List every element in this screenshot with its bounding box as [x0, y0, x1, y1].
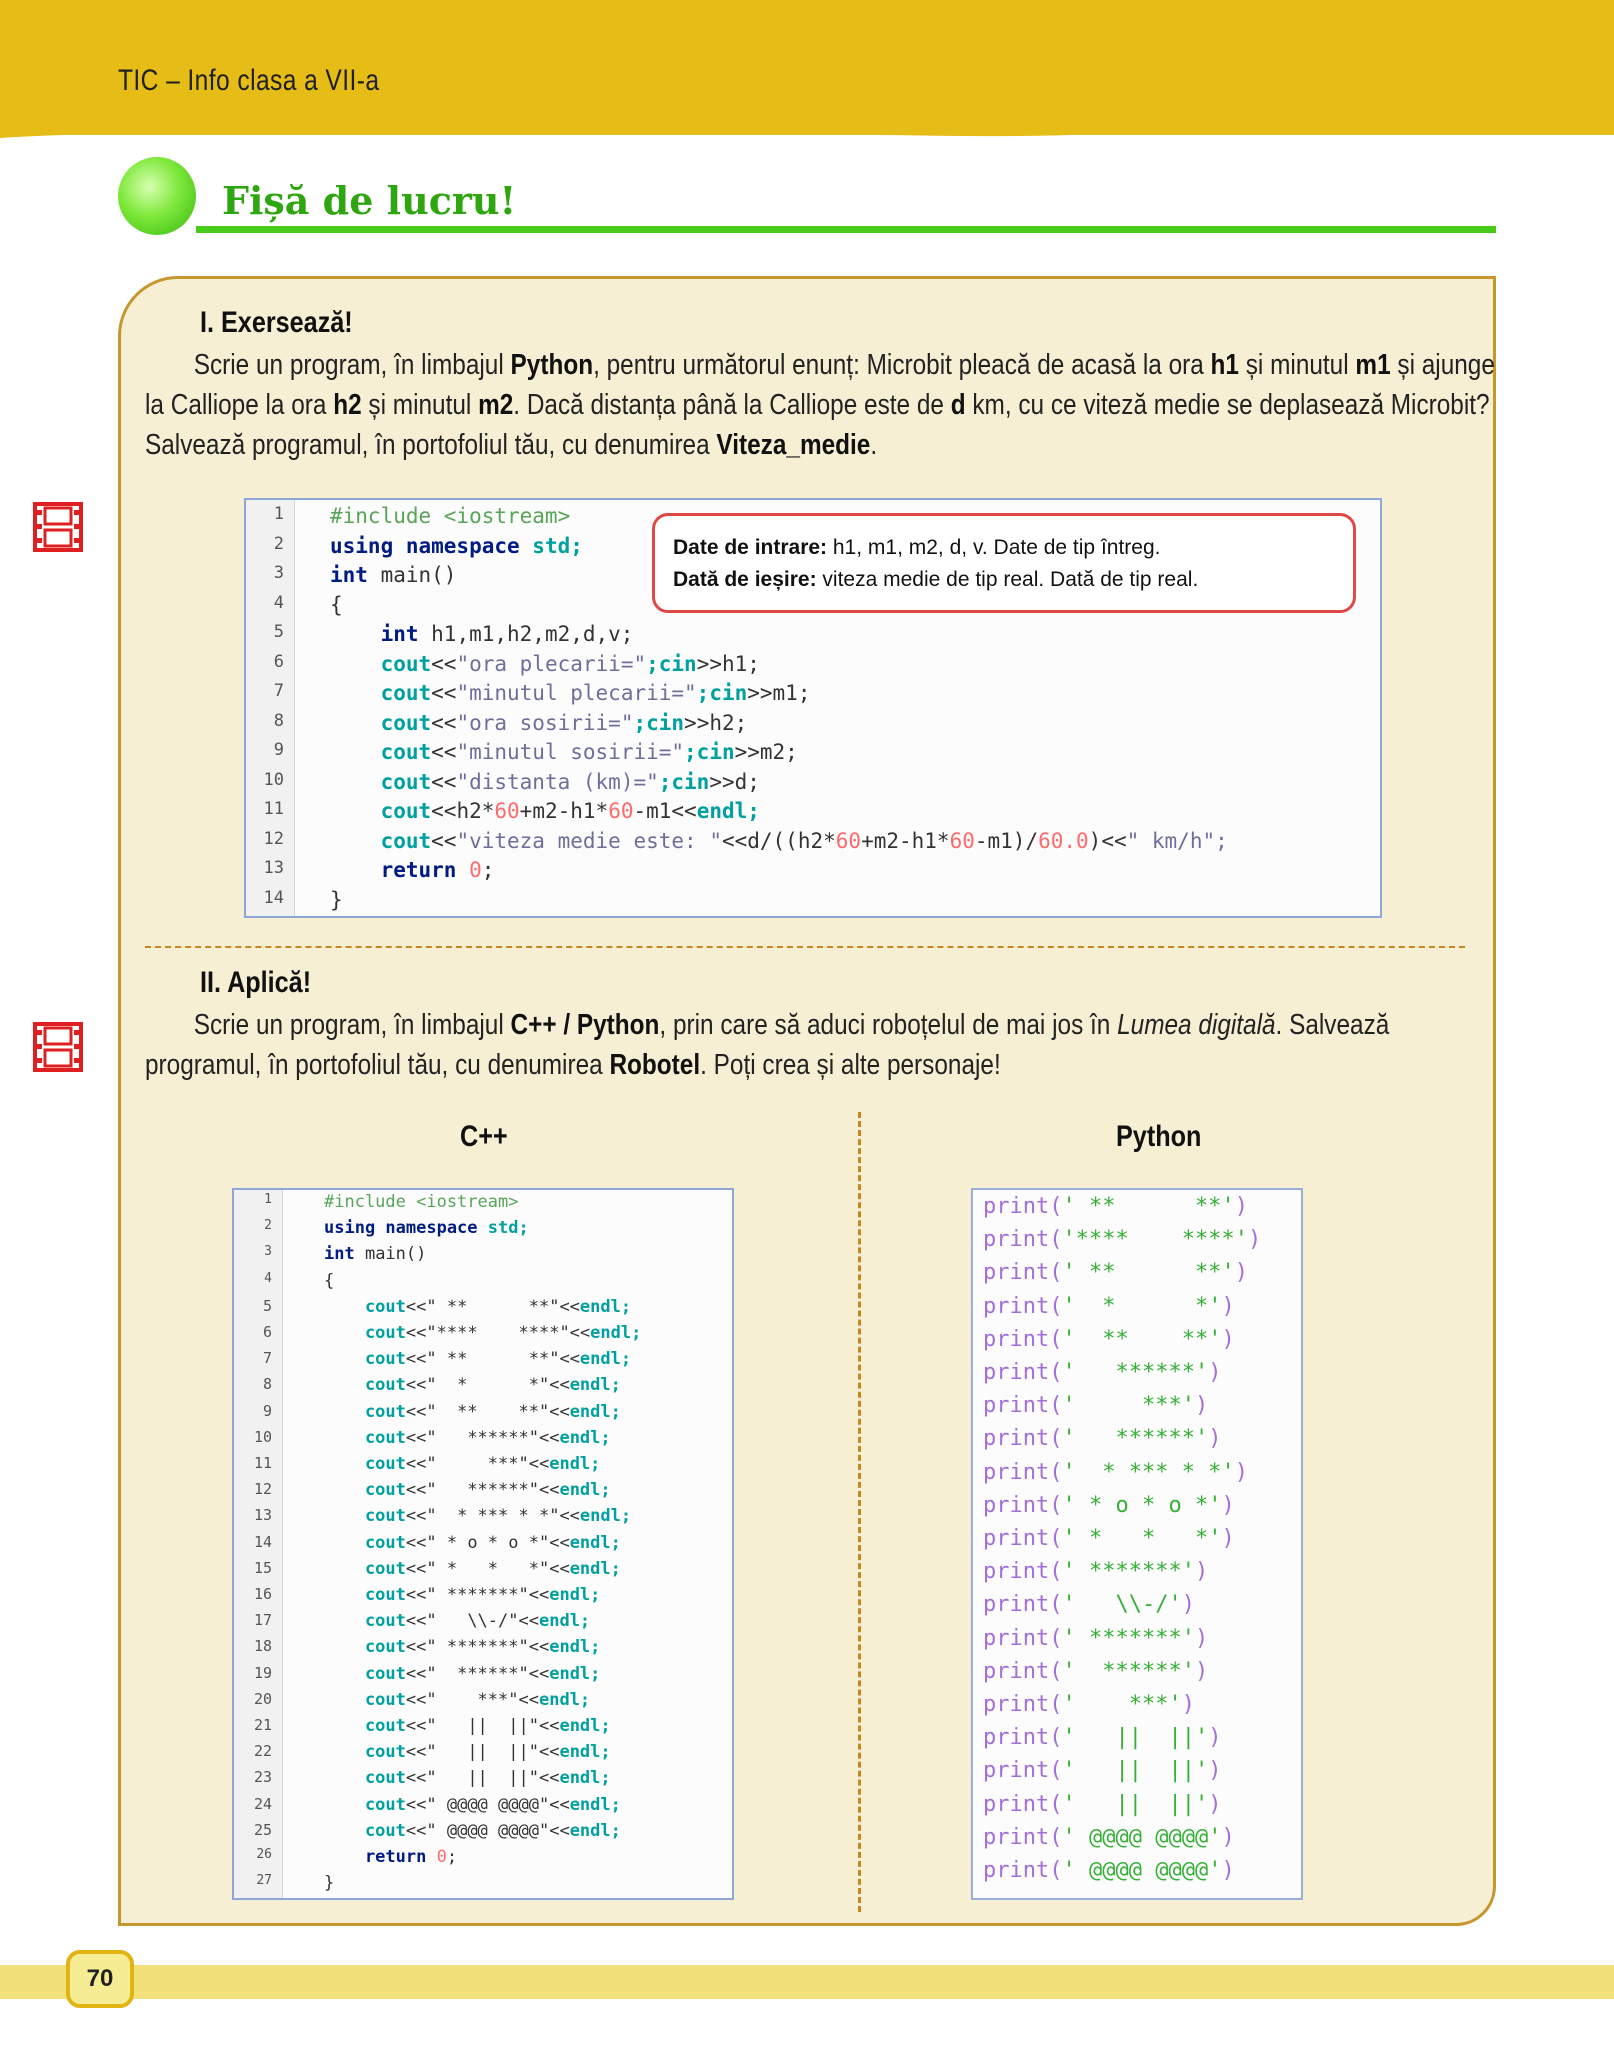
worksheet-title: Fișă de lucru! [222, 178, 517, 223]
code-line: cout<<" *******"<<endl; [324, 1585, 601, 1605]
line-number: 14 [253, 1532, 272, 1551]
line-number: 1 [264, 1192, 272, 1207]
line-number: 17 [253, 1611, 272, 1630]
code-line: cout<<" * *"<<endl; [324, 1375, 621, 1396]
code-line: print(' || ||') [983, 1758, 1222, 1784]
line-number: 6 [262, 1323, 272, 1341]
code-line: cout<<"minutul plecarii=";cin>>m1; [330, 681, 811, 705]
code-line: cout<<"distanta (km)=";cin>>d; [330, 769, 760, 794]
line-number: 1 [273, 504, 284, 524]
code-line: int main() [324, 1244, 427, 1265]
line-number: 10 [253, 1427, 272, 1446]
film-icon [33, 502, 83, 552]
line-number: 27 [256, 1873, 272, 1889]
code-line: print(' @@@@ @@@@') [983, 1824, 1235, 1850]
cpp-column-label: C++ [460, 1120, 508, 1153]
code-line: cout<<" * o * o *"<<endl; [324, 1532, 621, 1553]
line-number: 8 [262, 1375, 272, 1394]
code-line: print(' \\-/') [983, 1592, 1195, 1618]
code-line: print(' ******') [983, 1360, 1222, 1385]
section2-heading: II. Aplică! [200, 966, 312, 999]
page-number: 70 [66, 1950, 134, 2008]
line-number: 9 [273, 740, 284, 760]
line-number: 4 [273, 592, 284, 613]
code-line: #include <iostream> [324, 1192, 519, 1212]
code-line: cout<<" ***"<<endl; [324, 1689, 591, 1710]
line-number: 3 [273, 563, 284, 583]
code-line: cout<<" || ||"<<endl; [324, 1768, 611, 1789]
code-line: print(' * * *') [983, 1526, 1235, 1551]
cpp-robot-code-listing [232, 1188, 734, 1900]
code-line: print(' ** **') [983, 1260, 1248, 1286]
code-line: cout<<" ** **"<<endl; [324, 1401, 621, 1422]
code-line: print(' *******') [983, 1559, 1209, 1585]
line-number: 4 [264, 1270, 272, 1286]
line-number: 15 [253, 1558, 272, 1577]
line-number: 22 [253, 1742, 272, 1761]
line-number: 11 [253, 1454, 272, 1472]
code-line: print(' ***') [983, 1692, 1195, 1717]
section1-heading: I. Exersează! [200, 306, 353, 339]
line-number: 5 [273, 622, 284, 642]
line-number: 8 [273, 710, 284, 731]
code-line: cout<<" @@@@ @@@@"<<endl; [324, 1794, 621, 1815]
code-line: cout<<" || ||"<<endl; [324, 1716, 611, 1736]
code-line: cout<<"ora sosirii=";cin>>h2; [330, 710, 748, 735]
code-line: cout<<" * * *"<<endl; [324, 1558, 621, 1579]
code-line: cout<<" ******"<<endl; [324, 1427, 611, 1448]
line-number: 6 [273, 651, 284, 672]
code-line: int main() [330, 563, 457, 587]
code-line: return 0; [324, 1847, 458, 1867]
section2-text: Scrie un program, în limbajul C++ / Python, prin care să aduci roboțelul de mai jos în Lumea digitală. Salvează programul, în portofoliul tău, cu denumirea Robotel. Poți crea și alte personaje! [145, 1009, 1390, 1081]
line-number: 13 [253, 1506, 272, 1525]
line-number: 2 [273, 533, 284, 554]
code-line: print(' ** **') [983, 1326, 1235, 1352]
code-line: } [324, 1873, 335, 1894]
line-number: 19 [253, 1663, 272, 1682]
code-line: print(' * o * o *') [983, 1492, 1235, 1518]
line-number: 9 [262, 1401, 272, 1420]
code-line: print(' ***') [983, 1393, 1209, 1419]
code-line: } [330, 887, 343, 912]
input-output-note: Date de intrare: h1, m1, m2, d, v. Date de tip întreg. Dată de ieșire: viteza medie de tip real. Dată de tip real. [652, 513, 1356, 613]
code-line: cout<<"ora plecarii=";cin>>h1; [330, 651, 760, 676]
header-band-edge [0, 118, 1614, 148]
line-number: 18 [253, 1637, 272, 1656]
line-number: 10 [263, 769, 284, 790]
python-robot-code-listing [971, 1188, 1303, 1900]
code-line: print(' * *** * *') [983, 1459, 1248, 1485]
code-line: print(' * *') [983, 1293, 1235, 1319]
code-line: print(' ******') [983, 1426, 1222, 1452]
code-line: print(' || ||') [983, 1725, 1222, 1751]
line-number: 5 [262, 1296, 272, 1315]
code-line: using namespace std; [324, 1218, 529, 1239]
line-number: 2 [264, 1218, 272, 1234]
line-number: 12 [253, 1480, 272, 1499]
code-line: cout<<"minutul sosirii=";cin>>m2; [330, 740, 798, 764]
film-icon [33, 1022, 83, 1072]
code-line: int h1,m1,h2,m2,d,v; [330, 622, 634, 646]
code-line: cout<<" @@@@ @@@@"<<endl; [324, 1820, 621, 1841]
column-divider [858, 1112, 861, 1912]
code-line: { [330, 592, 343, 617]
code-line: cout<<" ******"<<endl; [324, 1663, 601, 1684]
code-line: print('**** ****') [983, 1227, 1262, 1253]
code-line: cout<<"**** ****"<<endl; [324, 1323, 642, 1343]
line-number: 14 [263, 887, 284, 908]
line-number: 12 [263, 828, 284, 849]
line-number: 20 [253, 1689, 272, 1708]
code-line: cout<<"viteza medie este: "<<d/((h2*60+m2-h1*60-m1)/60.0)<<" km/h"; [330, 828, 1228, 853]
code-line: cout<<" ** **"<<endl; [324, 1296, 632, 1317]
code-line: { [324, 1270, 335, 1291]
line-number: 3 [264, 1244, 272, 1260]
line-number: 11 [263, 799, 284, 819]
code-line: cout<<h2*60+m2-h1*60-m1<<endl; [330, 799, 760, 823]
code-line: cout<<" * *** * *"<<endl; [324, 1506, 632, 1527]
green-ball-icon [118, 157, 196, 235]
section1-text: Scrie un program, în limbajul Python, pentru următorul enunț: Microbit pleacă de acasă la ora h1 și minutul m1 și ajunge la Calliope la ora h2 și minutul m2. Dacă distanța până la Calliope este de d km, cu ce viteză medie se deplasează Microbit? Salvează programul, în portofoliul tău, cu denumirea Viteza_medie. [145, 349, 1495, 461]
code-line: using namespace std; [330, 533, 583, 558]
footer-band [0, 1965, 1614, 1999]
line-number: 26 [256, 1847, 272, 1862]
line-number: 23 [253, 1768, 272, 1787]
line-number: 16 [253, 1585, 272, 1603]
code-line: cout<<" || ||"<<endl; [324, 1742, 611, 1763]
code-line: print(' || ||') [983, 1791, 1222, 1817]
code-line: cout<<" *******"<<endl; [324, 1637, 601, 1658]
header-title: TIC – Info clasa a VII-a [118, 64, 380, 97]
code-line: return 0; [330, 858, 495, 882]
code-line: cout<<" ******"<<endl; [324, 1480, 611, 1501]
code-line: print(' @@@@ @@@@') [983, 1858, 1235, 1883]
title-underline [196, 226, 1496, 233]
line-number: 13 [263, 858, 284, 878]
code-line: cout<<" ***"<<endl; [324, 1454, 601, 1474]
code-line: cout<<" \\-/"<<endl; [324, 1611, 591, 1632]
code-line: cout<<" ** **"<<endl; [324, 1349, 632, 1370]
code-line: #include <iostream> [330, 504, 571, 528]
line-number: 7 [273, 681, 284, 701]
line-number: 21 [253, 1716, 272, 1734]
code-line: print(' ******') [983, 1658, 1209, 1684]
line-number: 25 [253, 1820, 272, 1839]
section-divider [145, 946, 1465, 948]
code-line: print(' *******') [983, 1625, 1209, 1651]
line-number: 24 [253, 1794, 272, 1813]
line-number: 7 [262, 1349, 272, 1368]
code-line: print(' ** **') [983, 1194, 1248, 1219]
python-column-label: Python [1116, 1120, 1202, 1153]
